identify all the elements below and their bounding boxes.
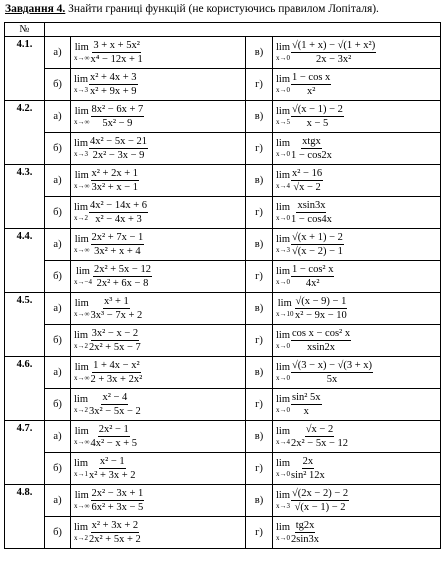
item-letter: в) xyxy=(246,293,273,325)
limit-word: lim xyxy=(276,266,291,278)
limit-expression xyxy=(71,133,246,165)
item-letter: а) xyxy=(45,485,71,517)
fraction-numerator: 1 − cos x xyxy=(291,72,331,85)
limit-subscript: x→0 xyxy=(276,533,290,542)
fraction xyxy=(291,264,334,289)
limit-expression xyxy=(71,389,246,421)
fraction xyxy=(93,264,152,289)
item-letter: в) xyxy=(246,485,273,517)
limit-operator xyxy=(276,459,290,478)
limit-subscript: x→10 xyxy=(276,309,294,318)
limit-subscript: x→∞ xyxy=(74,373,90,382)
item-letter: б) xyxy=(45,325,71,357)
fraction xyxy=(91,488,145,513)
limit-word: lim xyxy=(74,202,89,214)
limit-operator xyxy=(276,235,290,254)
fraction-denominator: 5x² − 9 xyxy=(102,118,133,129)
header-row xyxy=(5,23,441,37)
limit-operator xyxy=(276,171,290,190)
fraction-denominator: √x − 2 xyxy=(293,182,321,193)
limit-expression xyxy=(273,293,441,325)
fraction xyxy=(291,424,348,449)
limit-expression xyxy=(71,517,246,549)
limit-expression xyxy=(71,37,246,69)
limit-subscript: x→4 xyxy=(276,437,290,446)
fraction xyxy=(291,40,376,65)
limit-operator xyxy=(276,267,290,286)
fraction xyxy=(291,200,332,225)
fraction-numerator: xsin3x xyxy=(296,200,326,213)
limit-subscript: x→2 xyxy=(74,213,88,222)
limit-word: lim xyxy=(276,106,291,118)
fraction xyxy=(291,136,332,161)
item-letter: г) xyxy=(246,453,273,485)
item-letter: а) xyxy=(45,293,71,325)
limit-operator xyxy=(276,491,290,510)
limit-expression xyxy=(273,69,441,101)
fraction xyxy=(89,328,141,353)
limit-expression xyxy=(273,421,441,453)
limit-word: lim xyxy=(276,394,291,406)
fraction-numerator: 2x² − 3x + 1 xyxy=(91,488,145,501)
fraction-numerator: xtgx xyxy=(301,136,322,149)
fraction xyxy=(291,232,344,257)
fraction xyxy=(91,424,138,449)
limit-word: lim xyxy=(74,298,89,310)
fraction xyxy=(291,328,351,353)
limit-word: lim xyxy=(276,42,291,54)
item-letter: г) xyxy=(246,325,273,357)
problem-row xyxy=(5,133,441,165)
limit-word: lim xyxy=(74,138,89,150)
fraction-numerator: x² − 16 xyxy=(291,168,323,181)
fraction xyxy=(89,72,138,97)
limit-word: lim xyxy=(276,362,291,374)
limit-expression xyxy=(71,325,246,357)
limit-subscript: x→3 xyxy=(74,149,88,158)
fraction-numerator: √(2x − 2) − 2 xyxy=(291,488,349,501)
fraction xyxy=(89,520,141,545)
fraction xyxy=(91,168,140,193)
item-letter: б) xyxy=(45,453,71,485)
limit-operator xyxy=(74,459,88,478)
limit-expression xyxy=(273,389,441,421)
fraction xyxy=(291,520,319,545)
group-number: 4.3. xyxy=(5,165,45,229)
limit-word: lim xyxy=(276,74,291,86)
item-letter: б) xyxy=(45,261,71,293)
group-number: 4.4. xyxy=(5,229,45,293)
limit-expression xyxy=(71,229,246,261)
fraction-denominator: sin² 12x xyxy=(291,470,325,481)
fraction-denominator: x² + 9x + 9 xyxy=(90,86,137,97)
limit-expression xyxy=(273,133,441,165)
group-number: 4.1. xyxy=(5,37,45,101)
fraction-denominator: 4x² − x + 5 xyxy=(90,438,137,449)
limit-subscript: x→∞ xyxy=(74,437,90,446)
fraction-numerator: 4x² − 5x − 21 xyxy=(89,136,148,149)
limit-subscript: x→0 xyxy=(276,85,290,94)
limit-operator xyxy=(74,171,90,190)
fraction-denominator: 6x² + 3x − 5 xyxy=(91,502,144,513)
header-number-cell: № xyxy=(5,23,45,37)
limit-word: lim xyxy=(276,330,291,342)
limit-subscript: x→∞ xyxy=(74,53,90,62)
fraction-numerator: cos x − cos² x xyxy=(291,328,351,341)
item-letter: б) xyxy=(45,197,71,229)
limit-word: lim xyxy=(74,426,89,438)
item-letter: б) xyxy=(45,69,71,101)
limit-operator xyxy=(74,427,90,446)
fraction-denominator: 3x² + x − 1 xyxy=(91,182,138,193)
fraction-denominator: 2sin3x xyxy=(291,534,320,545)
problem-row xyxy=(5,357,441,389)
fraction xyxy=(91,40,143,65)
limit-expression xyxy=(273,357,441,389)
fraction-numerator: √(x + 1) − 2 xyxy=(291,232,344,245)
limit-word: lim xyxy=(74,458,89,470)
fraction-denominator: xsin2x xyxy=(307,342,336,353)
fraction-numerator: 3 + x + 5x² xyxy=(92,40,141,53)
limit-operator xyxy=(74,523,88,542)
fraction xyxy=(291,360,373,385)
fraction xyxy=(91,104,145,129)
limit-word: lim xyxy=(74,74,89,86)
limit-subscript: x→5 xyxy=(276,117,290,126)
item-letter: в) xyxy=(246,37,273,69)
limit-operator xyxy=(74,107,90,126)
limit-operator xyxy=(276,107,290,126)
limit-expression xyxy=(71,453,246,485)
limit-subscript: x→2 xyxy=(74,341,88,350)
problem-row xyxy=(5,325,441,357)
item-letter: б) xyxy=(45,517,71,549)
limit-subscript: x→0 xyxy=(276,53,290,62)
fraction-denominator: 3x³ − 7x + 2 xyxy=(90,310,143,321)
fraction xyxy=(291,104,344,129)
problem-row xyxy=(5,261,441,293)
fraction-numerator: √x − 2 xyxy=(305,424,334,437)
limit-operator xyxy=(276,43,290,62)
item-letter: в) xyxy=(246,229,273,261)
limit-operator xyxy=(276,395,290,414)
problem-row xyxy=(5,293,441,325)
limit-word: lim xyxy=(276,202,291,214)
limit-subscript: x→2 xyxy=(74,533,88,542)
limit-subscript: x→∞ xyxy=(74,309,90,318)
limit-operator xyxy=(276,427,290,446)
fraction-denominator: x − 5 xyxy=(306,118,329,129)
limit-word: lim xyxy=(276,426,291,438)
limit-subscript: x→∞ xyxy=(74,181,90,190)
fraction xyxy=(295,296,348,321)
limit-operator xyxy=(74,363,90,382)
fraction-denominator: 3x² + x + 4 xyxy=(94,246,141,257)
limit-operator xyxy=(74,491,90,510)
item-letter: в) xyxy=(246,101,273,133)
limit-operator xyxy=(276,523,290,542)
limit-subscript: x→0 xyxy=(276,277,290,286)
fraction xyxy=(89,456,136,481)
fraction-numerator: 2x² + 5x − 12 xyxy=(93,264,152,277)
problem-row xyxy=(5,69,441,101)
item-letter: а) xyxy=(45,165,71,197)
item-letter: г) xyxy=(246,133,273,165)
task-heading xyxy=(5,3,379,15)
fraction-numerator: 2x² + 7x − 1 xyxy=(91,232,145,245)
fraction-denominator: x² − 9x − 10 xyxy=(295,310,347,321)
limit-subscript: x→4 xyxy=(276,181,290,190)
limit-expression xyxy=(71,197,246,229)
item-letter: а) xyxy=(45,421,71,453)
limit-word: lim xyxy=(276,234,291,246)
header-blank-cell xyxy=(45,23,441,37)
item-letter: г) xyxy=(246,69,273,101)
limit-expression xyxy=(71,69,246,101)
fraction-denominator: 3x² − 5x − 2 xyxy=(89,406,141,417)
limit-operator xyxy=(74,75,88,94)
fraction-denominator: 4x² xyxy=(305,278,320,289)
fraction-denominator: 2x − 3x² xyxy=(315,54,352,65)
fraction-numerator: 8x² − 6x + 7 xyxy=(91,104,145,117)
limit-subscript: x→∞ xyxy=(74,117,90,126)
limit-expression xyxy=(273,229,441,261)
limit-word: lim xyxy=(276,458,291,470)
fraction-denominator: x² + 3x + 2 xyxy=(89,470,136,481)
fraction-denominator: 1 − cos4x xyxy=(291,214,332,225)
fraction-numerator: √(3 − x) − √(3 + x) xyxy=(291,360,373,373)
limit-expression xyxy=(273,453,441,485)
item-letter: а) xyxy=(45,357,71,389)
limit-word: lim xyxy=(75,266,90,278)
limits-table xyxy=(4,22,441,549)
problem-row xyxy=(5,517,441,549)
group-number: 4.6. xyxy=(5,357,45,421)
limit-expression xyxy=(273,165,441,197)
fraction-denominator: √(x − 1) − 2 xyxy=(294,502,346,513)
problem-row xyxy=(5,421,441,453)
limit-operator xyxy=(276,75,290,94)
limit-operator xyxy=(74,139,88,158)
fraction-numerator: 2x² − 1 xyxy=(98,424,130,437)
limit-operator xyxy=(74,203,88,222)
limit-subscript: x→0 xyxy=(276,213,290,222)
problem-row xyxy=(5,197,441,229)
limit-expression xyxy=(273,517,441,549)
fraction-numerator: 3x² − x − 2 xyxy=(91,328,140,341)
fraction-numerator: sin² 5x xyxy=(291,392,322,405)
limit-subscript: x→0 xyxy=(276,405,290,414)
fraction xyxy=(291,392,322,417)
problem-row xyxy=(5,485,441,517)
limit-subscript: x→0 xyxy=(276,469,290,478)
limit-word: lim xyxy=(276,490,291,502)
limit-operator xyxy=(74,43,90,62)
limit-subscript: x→∞ xyxy=(74,245,90,254)
item-letter: в) xyxy=(246,421,273,453)
fraction-denominator: 1 − cos2x xyxy=(291,150,332,161)
limit-expression xyxy=(71,261,246,293)
fraction xyxy=(91,360,143,385)
limit-word: lim xyxy=(276,522,291,534)
limit-word: lim xyxy=(74,490,89,502)
fraction-denominator: 2x² − 3x − 9 xyxy=(92,150,145,161)
fraction-numerator: √(1 + x) − √(1 + x²) xyxy=(291,40,376,53)
group-number: 4.2. xyxy=(5,101,45,165)
fraction-numerator: 2x xyxy=(302,456,315,469)
fraction-denominator: √(x − 2) − 1 xyxy=(292,246,343,257)
fraction-denominator: x² − 4x + 3 xyxy=(95,214,142,225)
problem-row xyxy=(5,165,441,197)
fraction-numerator: x² + 4x + 3 xyxy=(89,72,138,85)
limit-word: lim xyxy=(74,106,89,118)
limit-expression xyxy=(71,357,246,389)
fraction-denominator: 2x² + 5x + 2 xyxy=(89,534,141,545)
limit-expression xyxy=(71,421,246,453)
limit-word: lim xyxy=(74,522,89,534)
limit-word: lim xyxy=(276,138,291,150)
item-letter: в) xyxy=(246,357,273,389)
limit-word: lim xyxy=(74,362,89,374)
group-number: 4.7. xyxy=(5,421,45,485)
problem-row xyxy=(5,101,441,133)
limit-expression xyxy=(273,197,441,229)
problem-row xyxy=(5,37,441,69)
limit-word: lim xyxy=(74,42,89,54)
limit-operator xyxy=(74,235,90,254)
limit-word: lim xyxy=(74,330,89,342)
limit-subscript: x→0 xyxy=(276,149,290,158)
limit-word: lim xyxy=(74,170,89,182)
limit-expression xyxy=(71,293,246,325)
limit-operator xyxy=(276,331,290,350)
limit-word: lim xyxy=(276,170,291,182)
fraction xyxy=(91,296,143,321)
limit-word: lim xyxy=(277,298,292,310)
limit-subscript: x→3 xyxy=(74,85,88,94)
group-number: 4.5. xyxy=(5,293,45,357)
fraction xyxy=(89,392,141,417)
fraction-denominator: x² xyxy=(306,86,316,97)
fraction xyxy=(291,488,349,513)
limit-expression xyxy=(273,261,441,293)
fraction-denominator: 2x² + 5x − 7 xyxy=(89,342,141,353)
limit-expression xyxy=(273,37,441,69)
limit-subscript: x→3 xyxy=(276,501,290,510)
limit-subscript: x→2 xyxy=(74,405,88,414)
limit-subscript: x→1 xyxy=(74,469,88,478)
item-letter: а) xyxy=(45,37,71,69)
limit-subscript: x→∞ xyxy=(74,501,90,510)
limit-expression xyxy=(71,485,246,517)
limit-subscript: x→3 xyxy=(276,245,290,254)
task-label: Завдання 4. xyxy=(5,3,66,15)
item-letter: б) xyxy=(45,389,71,421)
item-letter: г) xyxy=(246,261,273,293)
limit-operator xyxy=(74,299,90,318)
limit-operator xyxy=(276,363,290,382)
limit-operator xyxy=(276,299,294,318)
fraction xyxy=(89,200,148,225)
limit-word: lim xyxy=(74,234,89,246)
fraction-numerator: 4x² − 14x + 6 xyxy=(89,200,148,213)
task-text: Знайти границі функцій (не користуючись правилом Лопіталя). xyxy=(68,3,379,15)
fraction xyxy=(291,72,331,97)
limit-operator xyxy=(74,331,88,350)
limit-expression xyxy=(273,325,441,357)
item-letter: а) xyxy=(45,101,71,133)
problem-row xyxy=(5,389,441,421)
fraction-denominator: 2 + 3x + 2x² xyxy=(90,374,143,385)
limit-operator xyxy=(74,267,92,286)
item-letter: в) xyxy=(246,165,273,197)
fraction-numerator: x² + 2x + 1 xyxy=(91,168,140,181)
fraction-denominator: 2x² + 6x − 8 xyxy=(96,278,149,289)
limit-subscript: x→−4 xyxy=(74,277,92,286)
limit-expression xyxy=(273,485,441,517)
limit-subscript: x→0 xyxy=(276,341,290,350)
item-letter: г) xyxy=(246,197,273,229)
problem-row xyxy=(5,453,441,485)
fraction-denominator: 2x² − 5x − 12 xyxy=(291,438,349,449)
item-letter: б) xyxy=(45,133,71,165)
limits-table-body xyxy=(5,23,441,549)
fraction-numerator: tg2x xyxy=(295,520,316,533)
fraction-numerator: √(x − 9) − 1 xyxy=(295,296,348,309)
fraction xyxy=(91,232,145,257)
limit-expression xyxy=(71,165,246,197)
fraction-numerator: x³ + 1 xyxy=(103,296,130,309)
group-number: 4.8. xyxy=(5,485,45,549)
fraction-numerator: x² − 4 xyxy=(101,392,128,405)
fraction-numerator: x² − 1 xyxy=(99,456,126,469)
fraction-numerator: x² + 3x + 2 xyxy=(91,520,140,533)
fraction xyxy=(291,456,325,481)
fraction-numerator: √(x − 1) − 2 xyxy=(291,104,344,117)
item-letter: г) xyxy=(246,517,273,549)
fraction-numerator: 1 + 4x − x² xyxy=(92,360,141,373)
item-letter: г) xyxy=(246,389,273,421)
limit-operator xyxy=(276,203,290,222)
fraction xyxy=(89,136,148,161)
limit-operator xyxy=(74,395,88,414)
limit-word: lim xyxy=(74,394,89,406)
fraction-numerator: 1 − cos² x xyxy=(291,264,334,277)
fraction-denominator: x⁴ − 12x + 1 xyxy=(90,54,143,65)
limit-subscript: x→0 xyxy=(276,373,290,382)
limit-expression xyxy=(273,101,441,133)
problem-row xyxy=(5,229,441,261)
fraction xyxy=(291,168,323,193)
fraction-denominator: x xyxy=(303,406,309,417)
limit-operator xyxy=(276,139,290,158)
fraction-denominator: 5x xyxy=(326,374,338,385)
item-letter: а) xyxy=(45,229,71,261)
limit-expression xyxy=(71,101,246,133)
